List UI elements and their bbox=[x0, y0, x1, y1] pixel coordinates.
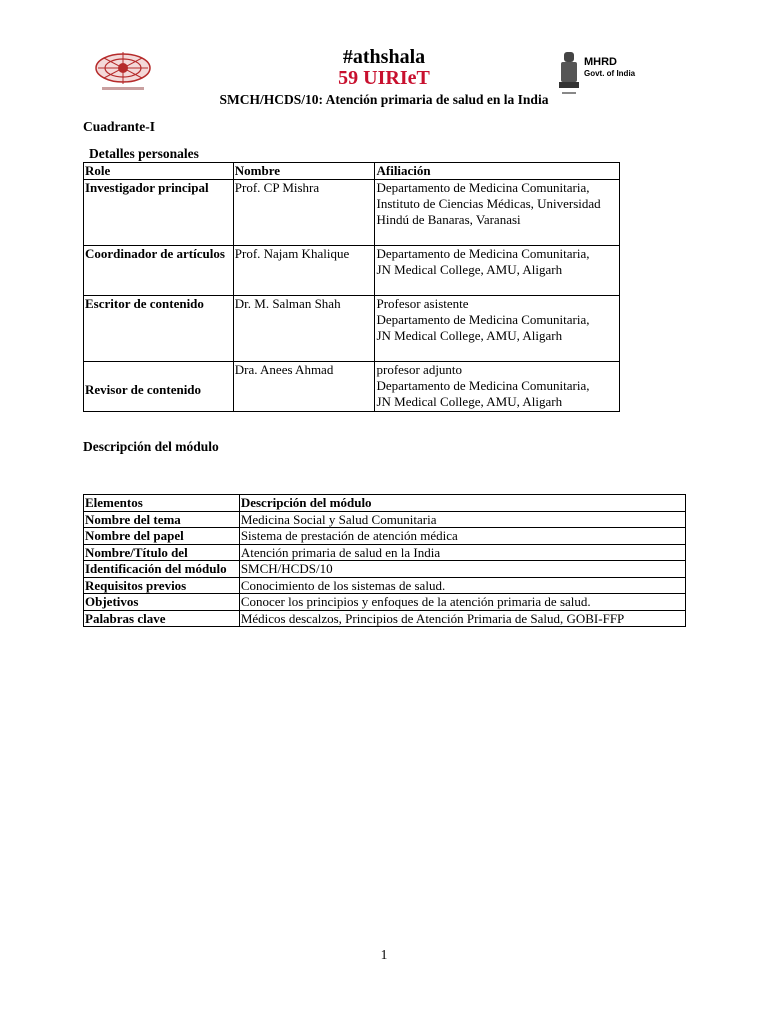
element-cell: Nombre del tema bbox=[84, 511, 240, 528]
table-header-row bbox=[84, 163, 620, 180]
description-cell: Atención primaria de salud en la India bbox=[239, 544, 685, 561]
module-description-table bbox=[83, 494, 686, 627]
module-description-title: Descripción del módulo bbox=[83, 439, 219, 454]
affiliation-line: JN Medical College, AMU, Aligarh bbox=[376, 328, 563, 343]
description-cell: Médicos descalzos, Principios de Atención Primaria de Salud, GOBI-FFP bbox=[239, 610, 685, 627]
affiliation-cell bbox=[375, 296, 620, 362]
header-cell: Afiliación bbox=[375, 163, 620, 180]
name-cell: Dr. M. Salman Shah bbox=[233, 296, 375, 362]
mhrd-subtitle: Govt. of India bbox=[584, 69, 636, 78]
table-row bbox=[84, 362, 620, 412]
header-cell: Role bbox=[84, 163, 234, 180]
role-cell: Escritor de contenido bbox=[84, 296, 234, 362]
element-cell: Identificación del módulo bbox=[84, 561, 240, 578]
affiliation-line: Departamento de Medicina Comunitaria, bbox=[376, 312, 590, 327]
table-row bbox=[84, 511, 686, 528]
affiliation-line: Departamento de Medicina Comunitaria, bbox=[376, 246, 590, 261]
table-row bbox=[84, 296, 620, 362]
header-cell: Descripción del módulo bbox=[239, 495, 685, 512]
description-cell: Sistema de prestación de atención médica bbox=[239, 528, 685, 545]
affiliation-line: Profesor asistente bbox=[376, 296, 469, 311]
description-cell: Conocer los principios y enfoques de la atención primaria de salud. bbox=[239, 594, 685, 611]
mhrd-logo bbox=[556, 50, 634, 102]
role-cell: Coordinador de artículos bbox=[84, 246, 234, 296]
table-row bbox=[84, 246, 620, 296]
table-row bbox=[84, 577, 686, 594]
affiliation-line: Hindú de Banaras, Varanasi bbox=[376, 212, 521, 227]
header-title: #athshala bbox=[342, 46, 426, 68]
name-cell: Dra. Anees Ahmad bbox=[233, 362, 375, 412]
mhrd-title: MHRD bbox=[584, 56, 617, 68]
table-header-row bbox=[84, 495, 686, 512]
affiliation-line: JN Medical College, AMU, Aligarh bbox=[376, 394, 563, 409]
page-number: 1 bbox=[380, 947, 388, 962]
affiliation-line: Instituto de Ciencias Médicas, Universidad bbox=[376, 196, 601, 211]
element-cell: Palabras clave bbox=[84, 610, 240, 627]
affiliation-cell bbox=[375, 180, 620, 246]
description-cell: SMCH/HCDS/10 bbox=[239, 561, 685, 578]
table-row bbox=[84, 594, 686, 611]
element-cell: Nombre/Título del bbox=[84, 544, 240, 561]
table-row bbox=[84, 544, 686, 561]
affiliation-cell bbox=[375, 362, 620, 412]
header-cell: Nombre bbox=[233, 163, 375, 180]
element-cell: Nombre del papel bbox=[84, 528, 240, 545]
document-subtitle: SMCH/HCDS/10: Atención primaria de salud en la India bbox=[219, 92, 549, 107]
affiliation-line: Departamento de Medicina Comunitaria, bbox=[376, 378, 590, 393]
element-cell: Objetivos bbox=[84, 594, 240, 611]
table-row bbox=[84, 561, 686, 578]
role-cell: Revisor de contenido bbox=[84, 362, 234, 412]
role-cell: Investigador principal bbox=[84, 180, 234, 246]
affiliation-cell bbox=[375, 246, 620, 296]
description-cell: Conocimiento de los sistemas de salud. bbox=[239, 577, 685, 594]
affiliation-line: JN Medical College, AMU, Aligarh bbox=[376, 262, 563, 277]
quadrant-title: Cuadrante-I bbox=[83, 119, 156, 134]
personal-details-table bbox=[83, 162, 620, 412]
header-cell: Elementos bbox=[84, 495, 240, 512]
table-row bbox=[84, 610, 686, 627]
affiliation-line: Departamento de Medicina Comunitaria, bbox=[376, 180, 590, 195]
table-row bbox=[84, 180, 620, 246]
mhrd-emblem-icon bbox=[556, 50, 582, 100]
personal-details-title: Detalles personales bbox=[89, 146, 199, 161]
description-cell: Medicina Social y Salud Comunitaria bbox=[239, 511, 685, 528]
name-cell: Prof. CP Mishra bbox=[233, 180, 375, 246]
name-cell: Prof. Najam Khalique bbox=[233, 246, 375, 296]
affiliation-line: profesor adjunto bbox=[376, 362, 463, 377]
table-row bbox=[84, 528, 686, 545]
header-brand: 59 UIRIeT bbox=[338, 67, 430, 89]
element-cell: Requisitos previos bbox=[84, 577, 240, 594]
